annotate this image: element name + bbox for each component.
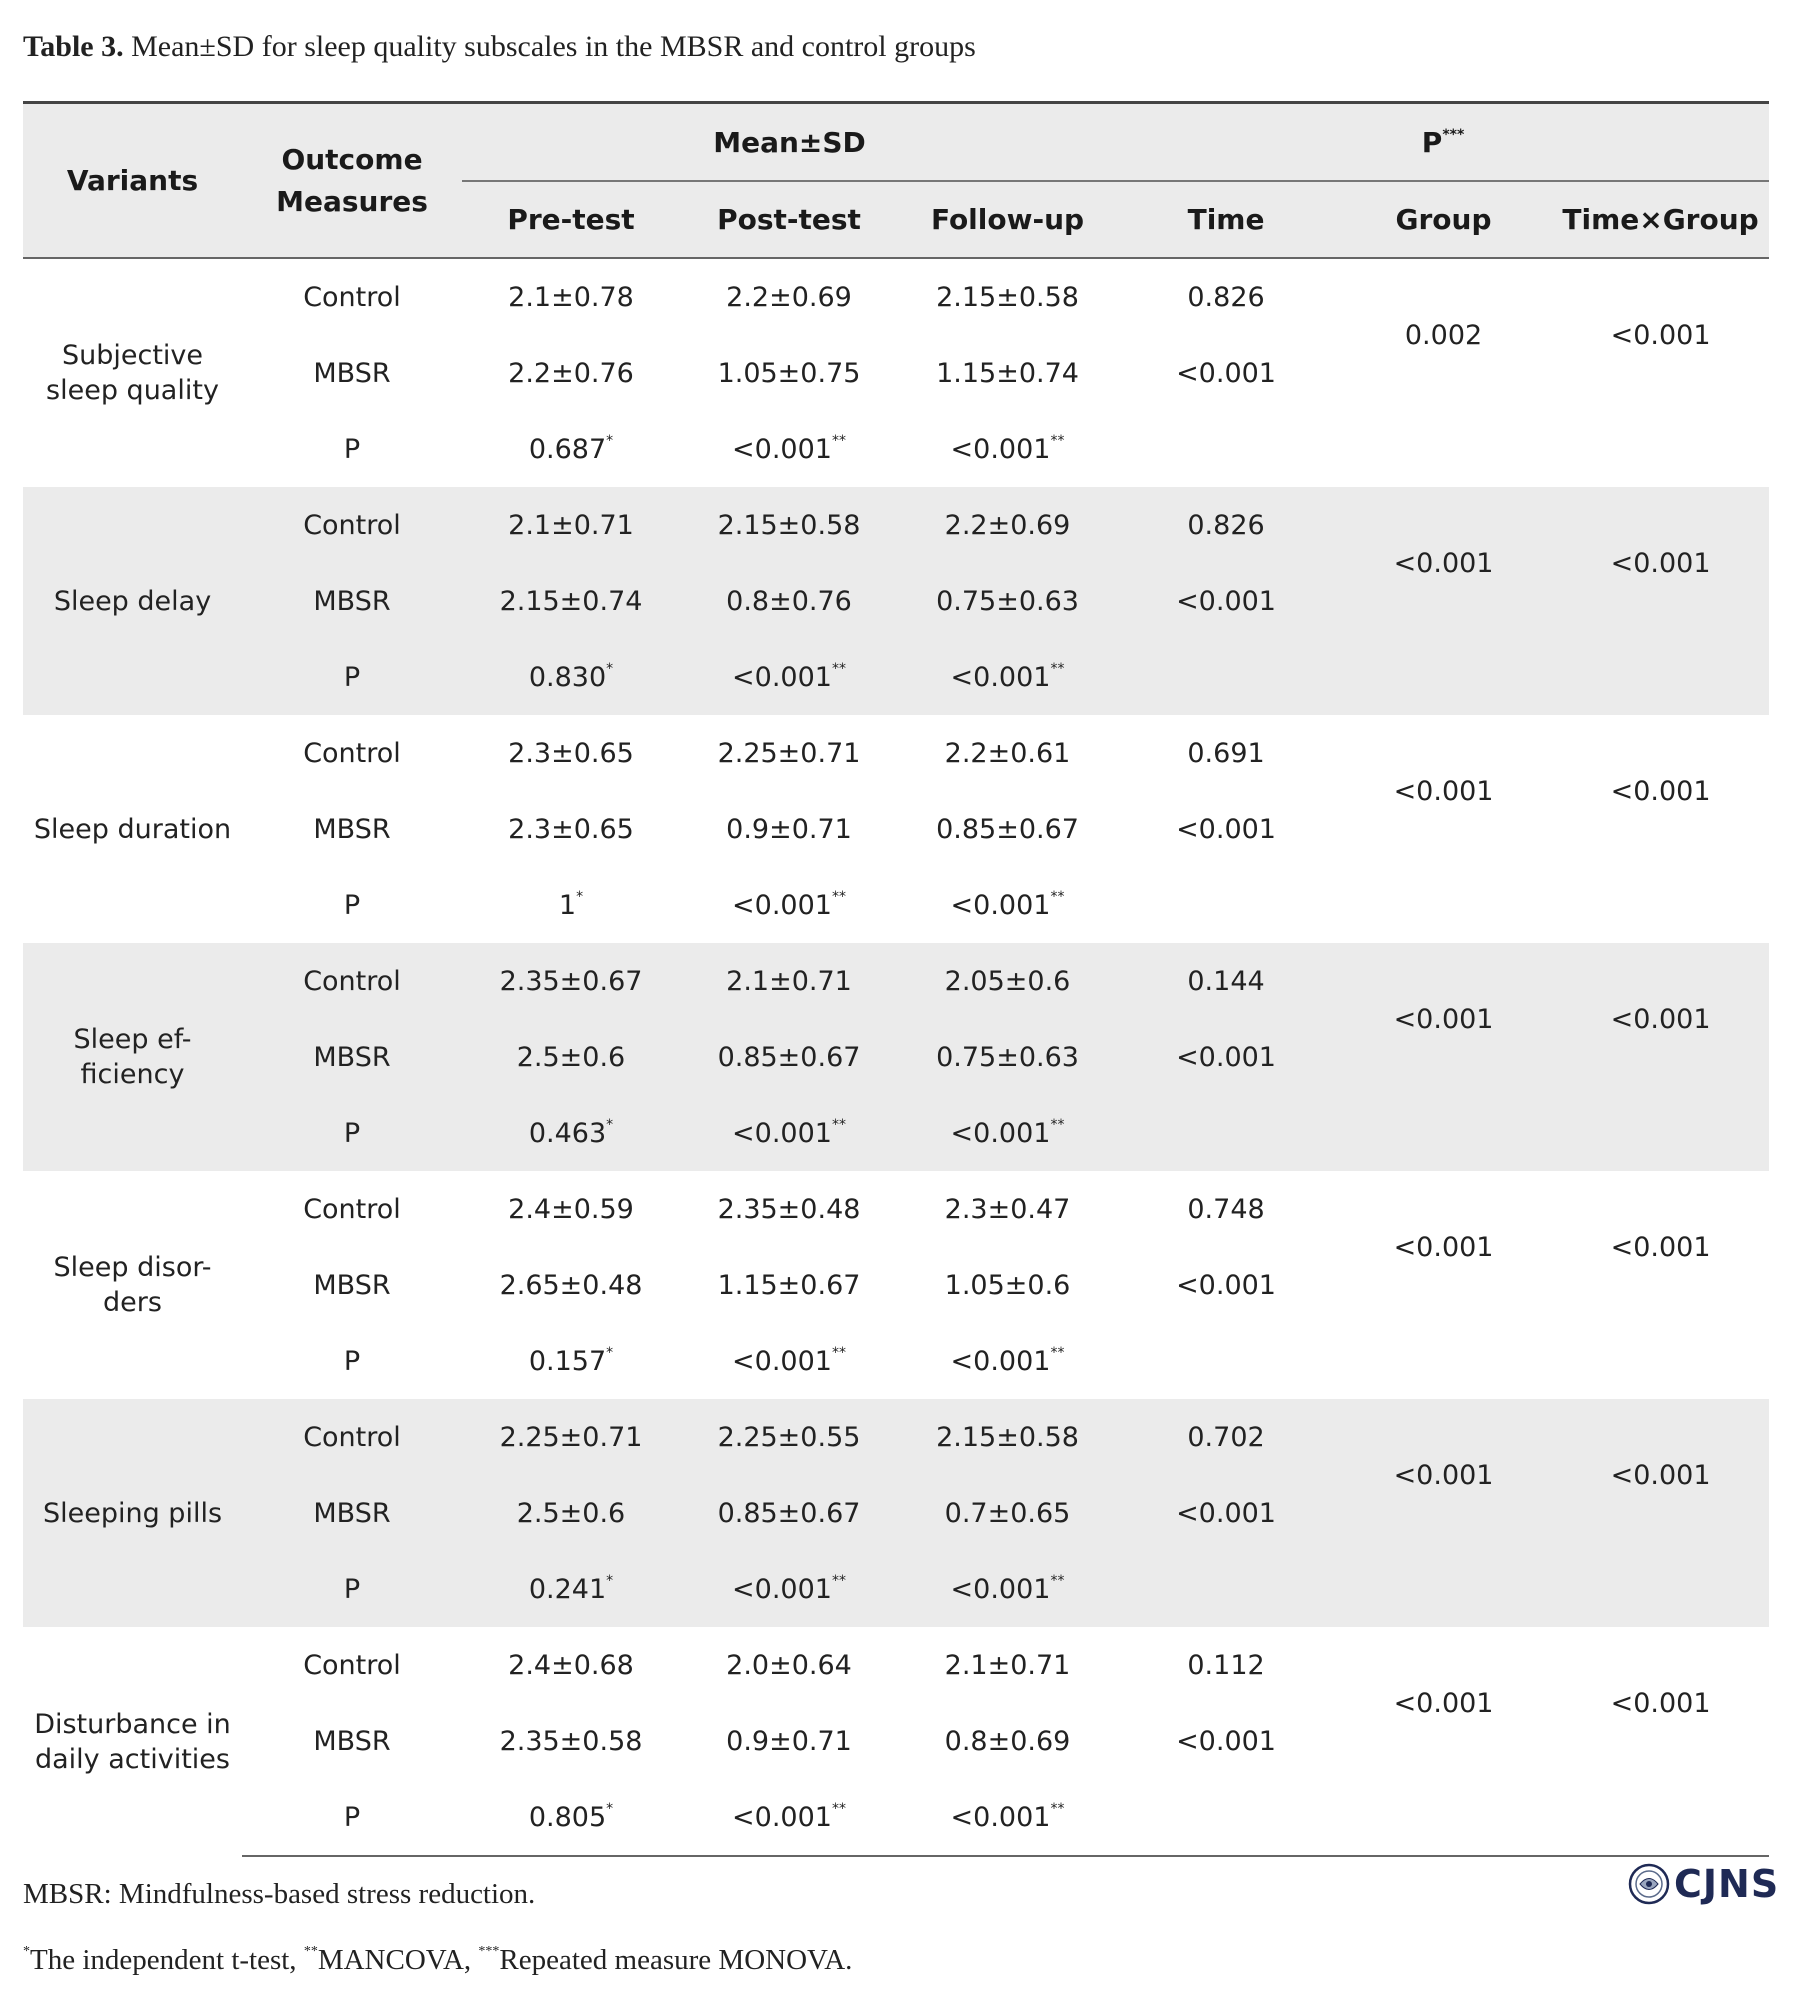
footnote-abbreviation: MBSR: Mindfulness-based stress reduction.: [23, 1878, 536, 1910]
cell-time: [1117, 639, 1335, 715]
cell-group: <0.001: [1335, 943, 1552, 1095]
cell-post: [680, 867, 898, 943]
cell-time: <0.001: [1176, 1269, 1276, 1301]
cell-pre: [462, 1399, 680, 1475]
outcome-measure: Control: [303, 1649, 401, 1681]
cell-follow: [898, 1475, 1117, 1551]
cell-sup: *: [606, 1800, 614, 1817]
header-outcome-measures: [242, 103, 462, 259]
table-row: [23, 258, 1769, 335]
cell-value: 0.687: [528, 433, 607, 465]
cell-time: 0.748: [1187, 1193, 1265, 1225]
cell-value: <0.001: [950, 889, 1051, 921]
cell-pre: [462, 867, 680, 943]
cell-time: 0.826: [1117, 487, 1335, 563]
table-row: [23, 867, 1769, 943]
cell-time-group: <0.001: [1610, 319, 1711, 351]
empty-cell: [1552, 867, 1769, 943]
table-body: [23, 258, 1769, 1856]
table-caption: [23, 30, 1773, 64]
cell-sup: **: [831, 1800, 846, 1817]
outcome-measure: Control: [242, 1399, 462, 1475]
outcome-measure: P: [343, 1345, 361, 1377]
footnote-text-3: Repeated measure MONOVA.: [499, 1944, 853, 1976]
empty-cell: [1552, 639, 1769, 715]
cell-value: 2.2±0.76: [508, 357, 634, 389]
cell-pre: [462, 943, 680, 1019]
cell-value: 2.2±0.61: [944, 737, 1071, 769]
cell-post: [680, 563, 898, 639]
cell-follow: [898, 258, 1117, 335]
cell-value: <0.001: [950, 1117, 1051, 1149]
cell-value: <0.001: [732, 1345, 832, 1377]
cell-pre: [462, 791, 680, 867]
outcome-measure: MBSR: [313, 813, 391, 845]
variant-label-line: ficiency: [80, 1059, 185, 1090]
empty-cell: [1335, 639, 1552, 715]
cell-follow: [898, 639, 1117, 715]
variant-label: [23, 1171, 242, 1399]
cell-time: <0.001: [1176, 1725, 1276, 1757]
cell-sup: **: [1050, 1572, 1065, 1589]
cell-value: 1.05±0.75: [717, 357, 861, 389]
variant-label: [23, 1627, 242, 1856]
variant-label-line: Sleep delay: [53, 585, 212, 617]
variant-label-line: sleep quality: [46, 375, 219, 406]
cell-value: 0.9±0.71: [726, 813, 852, 845]
cell-sup: *: [606, 1344, 614, 1361]
cell-follow: [898, 411, 1117, 487]
cell-sup: **: [831, 1572, 846, 1589]
cell-value: 2.35±0.48: [717, 1193, 861, 1225]
cell-value: 2.1±0.71: [944, 1649, 1071, 1681]
cell-post: [680, 335, 898, 411]
cell-follow: [898, 867, 1117, 943]
cell-value: 2.5±0.6: [516, 1041, 626, 1073]
cell-time-group: <0.001: [1610, 775, 1711, 807]
outcome-measure: Control: [242, 943, 462, 1019]
cell-post: [680, 1627, 898, 1703]
cell-post: [680, 791, 898, 867]
cell-post: [680, 1323, 898, 1399]
cell-value: 0.8±0.76: [726, 585, 852, 617]
cell-pre: [462, 487, 680, 563]
cell-time-group: <0.001: [1552, 943, 1769, 1095]
cell-pre: [462, 1171, 680, 1247]
cell-pre: [462, 715, 680, 791]
table-row: [23, 943, 1769, 1019]
cell-value: 2.0±0.64: [726, 1649, 852, 1681]
cell-post: [680, 943, 898, 1019]
cell-follow: [898, 1171, 1117, 1247]
cell-sup: **: [1050, 1800, 1065, 1817]
empty-cell: [1552, 411, 1769, 487]
table-row: [23, 1323, 1769, 1399]
cell-value: 2.1±0.78: [508, 281, 634, 313]
cell-sup: **: [831, 1116, 846, 1133]
outcome-measure: MBSR: [242, 1475, 462, 1551]
cell-time: [1117, 1095, 1335, 1171]
cell-time: [1117, 1779, 1335, 1856]
variant-label-line: ders: [103, 1287, 162, 1318]
cell-follow: [898, 791, 1117, 867]
cell-time: [1117, 1323, 1335, 1399]
cell-value: 0.85±0.67: [936, 813, 1079, 845]
cell-value: 0.85±0.67: [717, 1041, 861, 1073]
cell-pre: [462, 563, 680, 639]
cell-value: 2.05±0.6: [944, 965, 1071, 997]
outcome-measure: P: [242, 1095, 462, 1171]
cell-post: [680, 1171, 898, 1247]
cell-value: 2.1±0.71: [508, 509, 634, 541]
cell-group: <0.001: [1393, 1687, 1494, 1719]
cell-value: 0.241: [528, 1573, 607, 1605]
cell-pre: [462, 335, 680, 411]
cell-value: <0.001: [950, 661, 1051, 693]
footnote-text-1: The independent t-test,: [30, 1944, 304, 1976]
cell-follow: [898, 1247, 1117, 1323]
outcome-measure: P: [242, 639, 462, 715]
cell-sup: **: [1050, 660, 1065, 677]
cell-pre: [462, 1475, 680, 1551]
cell-time: [1117, 411, 1335, 487]
cell-value: 2.2±0.69: [944, 509, 1071, 541]
empty-cell: [1335, 411, 1552, 487]
cell-time: 0.691: [1187, 737, 1265, 769]
cell-pre: [462, 258, 680, 335]
cell-value: <0.001: [732, 1573, 832, 1605]
cell-group: <0.001: [1393, 1231, 1494, 1263]
cell-value: <0.001: [950, 1345, 1051, 1377]
cell-post: [680, 1779, 898, 1856]
table-row: [23, 1399, 1769, 1475]
cell-value: <0.001: [732, 1117, 832, 1149]
cell-follow: [898, 1779, 1117, 1856]
header-p-label: P: [1421, 125, 1443, 159]
empty-cell: [1335, 1323, 1552, 1399]
cell-pre: [462, 1095, 680, 1171]
variant-label: [23, 715, 242, 943]
cell-time: <0.001: [1117, 1475, 1335, 1551]
caption-text: Mean±SD for sleep quality subscales in the MBSR and control groups: [131, 30, 976, 63]
header-outcome-line2: Measures: [276, 184, 428, 218]
cell-follow: [898, 715, 1117, 791]
cell-time: <0.001: [1176, 357, 1276, 389]
variant-label-line: daily activities: [35, 1743, 230, 1775]
cell-value: 2.25±0.55: [717, 1421, 861, 1453]
cell-pre: [462, 1703, 680, 1779]
cell-follow: [898, 487, 1117, 563]
footnote-sup-1: *: [23, 1944, 30, 1959]
header-outcome-line1: Outcome: [281, 142, 423, 176]
cell-value: <0.001: [950, 433, 1051, 465]
table-row: [23, 1779, 1769, 1856]
empty-cell: [1335, 1095, 1552, 1171]
outcome-measure: MBSR: [313, 1725, 391, 1757]
cell-value: 0.805: [528, 1801, 607, 1833]
cell-post: [680, 1019, 898, 1095]
cell-sup: **: [831, 660, 846, 677]
cell-follow: [898, 1399, 1117, 1475]
header-p-value: [1117, 103, 1769, 182]
cell-post: [680, 1551, 898, 1627]
cell-pre: [462, 1627, 680, 1703]
empty-cell: [1335, 1779, 1552, 1856]
cell-follow: [898, 1551, 1117, 1627]
cell-post: [680, 1703, 898, 1779]
header-pre-test: Pre-test: [462, 181, 680, 258]
outcome-measure: MBSR: [242, 1019, 462, 1095]
empty-cell: [1335, 867, 1552, 943]
cell-time: [1117, 867, 1335, 943]
variant-label: [23, 943, 242, 1171]
logo-text: CJNS: [1674, 1862, 1780, 1906]
cell-value: <0.001: [732, 661, 832, 693]
variant-label: [23, 487, 242, 715]
cell-value: 0.75±0.63: [936, 585, 1079, 617]
cell-follow: [898, 1323, 1117, 1399]
footnote-text-2: MANCOVA,: [317, 1944, 479, 1976]
cell-value: 0.75±0.63: [936, 1041, 1079, 1073]
cell-follow: [898, 1095, 1117, 1171]
variant-label-line: Subjective: [61, 340, 204, 371]
cell-value: 1.15±0.74: [936, 357, 1079, 389]
cell-value: 2.3±0.65: [508, 813, 634, 845]
cell-post: [680, 1247, 898, 1323]
header-follow-up: Follow-up: [898, 181, 1117, 258]
cell-sup: *: [606, 432, 614, 449]
cell-follow: [898, 943, 1117, 1019]
cell-value: <0.001: [950, 1801, 1051, 1833]
cell-value: 2.35±0.58: [499, 1725, 643, 1757]
cell-time: 0.144: [1117, 943, 1335, 1019]
cell-time: [1117, 1551, 1335, 1627]
cell-time-group: <0.001: [1552, 487, 1769, 639]
header-time-group: Time×Group: [1552, 181, 1769, 258]
cell-pre: [462, 639, 680, 715]
cell-sup: *: [606, 660, 614, 677]
variant-label-line: Sleeping pills: [42, 1497, 223, 1529]
outcome-measure: P: [242, 1551, 462, 1627]
cell-value: 0.157: [528, 1345, 607, 1377]
table-row: [23, 639, 1769, 715]
outcome-measure: MBSR: [242, 563, 462, 639]
cell-sup: *: [576, 888, 584, 905]
cell-sup: **: [831, 1344, 846, 1361]
outcome-measure: Control: [303, 737, 401, 769]
cell-post: [680, 715, 898, 791]
cell-group: <0.001: [1335, 1399, 1552, 1551]
cell-value: 0.8±0.69: [944, 1725, 1071, 1757]
cell-value: 2.65±0.48: [499, 1269, 643, 1301]
cell-time: 0.112: [1187, 1649, 1265, 1681]
empty-cell: [1335, 1551, 1552, 1627]
outcome-measure: P: [242, 1779, 462, 1856]
cell-post: [680, 487, 898, 563]
table-header: [23, 103, 1769, 259]
cell-time: 0.702: [1117, 1399, 1335, 1475]
outcome-measure: Control: [242, 487, 462, 563]
empty-cell: [1552, 1323, 1769, 1399]
cell-value: 0.85±0.67: [717, 1497, 861, 1529]
cell-time-group: <0.001: [1610, 1231, 1711, 1263]
cell-value: 0.7±0.65: [944, 1497, 1071, 1529]
cell-group: <0.001: [1335, 487, 1552, 639]
cell-value: <0.001: [732, 433, 832, 465]
empty-cell: [1552, 1095, 1769, 1171]
caption-label: Table 3.: [23, 30, 124, 63]
cell-value: 2.15±0.58: [717, 509, 861, 541]
cell-value: 0.830: [528, 661, 607, 693]
cell-group: 0.002: [1404, 319, 1483, 351]
cell-sup: **: [1050, 888, 1065, 905]
cell-value: 0.9±0.71: [726, 1725, 852, 1757]
cell-time: <0.001: [1176, 813, 1276, 845]
cell-pre: [462, 1323, 680, 1399]
outcome-measure: Control: [303, 1193, 401, 1225]
cell-sup: **: [1050, 1344, 1065, 1361]
cell-post: [680, 639, 898, 715]
outcome-measure: Control: [303, 281, 401, 313]
cell-follow: [898, 335, 1117, 411]
header-post-test: Post-test: [680, 181, 898, 258]
cell-value: 2.15±0.58: [936, 281, 1079, 313]
cell-time-group: <0.001: [1552, 1399, 1769, 1551]
table-row: [23, 1171, 1769, 1247]
cell-post: [680, 1399, 898, 1475]
variant-label-line: Disturbance in: [34, 1708, 231, 1740]
empty-cell: [1552, 1779, 1769, 1856]
cell-pre: [462, 411, 680, 487]
cell-follow: [898, 1627, 1117, 1703]
empty-cell: [1552, 1551, 1769, 1627]
cell-value: 2.3±0.65: [508, 737, 634, 769]
cell-value: 2.1±0.71: [726, 965, 852, 997]
table-row: [23, 1627, 1769, 1703]
outcome-measure: MBSR: [313, 1269, 391, 1301]
cell-value: <0.001: [732, 889, 832, 921]
cell-pre: [462, 1247, 680, 1323]
table-row: [23, 715, 1769, 791]
footnote-sup-2: **: [303, 1944, 318, 1959]
cell-group: <0.001: [1393, 775, 1494, 807]
cell-post: [680, 411, 898, 487]
cell-pre: [462, 1551, 680, 1627]
cell-value: 0.463: [528, 1117, 607, 1149]
cell-value: 1: [558, 889, 577, 921]
variant-label: [23, 258, 242, 487]
cell-sup: **: [1050, 1116, 1065, 1133]
cell-value: 1.05±0.6: [944, 1269, 1071, 1301]
table-wrapper: [23, 101, 1769, 1857]
table-row: [23, 1095, 1769, 1171]
cell-value: 2.5±0.6: [516, 1497, 626, 1529]
header-p-sup: ***: [1442, 126, 1465, 143]
cell-pre: [462, 1019, 680, 1095]
header-mean-sd: Mean±SD: [462, 103, 1117, 182]
cell-sup: *: [606, 1116, 614, 1133]
table-row: [23, 411, 1769, 487]
cell-value: 2.3±0.47: [944, 1193, 1071, 1225]
variant-label: [23, 1399, 242, 1627]
table-row: [23, 1551, 1769, 1627]
variant-label-line: Sleep duration: [33, 813, 232, 845]
header-time: Time: [1117, 181, 1335, 258]
cell-sup: *: [606, 1572, 614, 1589]
cell-post: [680, 1095, 898, 1171]
cell-time-group: <0.001: [1610, 1687, 1711, 1719]
outcome-measure: P: [343, 433, 361, 465]
cell-value: 2.25±0.71: [499, 1421, 643, 1453]
cell-value: 2.4±0.59: [508, 1193, 634, 1225]
cell-follow: [898, 1703, 1117, 1779]
cell-value: <0.001: [950, 1573, 1051, 1605]
cell-sup: **: [831, 888, 846, 905]
outcome-measure: MBSR: [313, 357, 391, 389]
cell-follow: [898, 1019, 1117, 1095]
cell-time: <0.001: [1117, 1019, 1335, 1095]
header-group: Group: [1335, 181, 1552, 258]
cell-sup: **: [1050, 432, 1065, 449]
cell-value: 2.25±0.71: [717, 737, 861, 769]
cell-post: [680, 258, 898, 335]
outcome-measure: P: [343, 889, 361, 921]
results-table: [23, 101, 1769, 1857]
footnote-tests: [23, 1944, 852, 1977]
cell-value: 2.4±0.68: [508, 1649, 634, 1681]
cell-follow: [898, 563, 1117, 639]
cell-value: 2.15±0.58: [936, 1421, 1079, 1453]
cell-pre: [462, 1779, 680, 1856]
footnote-sup-3: ***: [478, 1944, 500, 1959]
cell-value: 2.15±0.74: [499, 585, 643, 617]
cell-value: 2.35±0.67: [499, 965, 643, 997]
variant-label-line: Sleep ef-: [73, 1024, 192, 1055]
cell-value: 1.15±0.67: [717, 1269, 861, 1301]
cell-value: 2.2±0.69: [726, 281, 852, 313]
table-row: [23, 487, 1769, 563]
cell-post: [680, 1475, 898, 1551]
journal-seal-icon: [1628, 1863, 1670, 1905]
cjns-logo: [1628, 1862, 1779, 1906]
cell-sup: **: [831, 432, 846, 449]
variant-label-line: Sleep disor-: [53, 1252, 212, 1283]
cell-value: <0.001: [732, 1801, 832, 1833]
cell-time: <0.001: [1117, 563, 1335, 639]
header-variants: Variants: [23, 103, 242, 259]
cell-time: 0.826: [1187, 281, 1265, 313]
